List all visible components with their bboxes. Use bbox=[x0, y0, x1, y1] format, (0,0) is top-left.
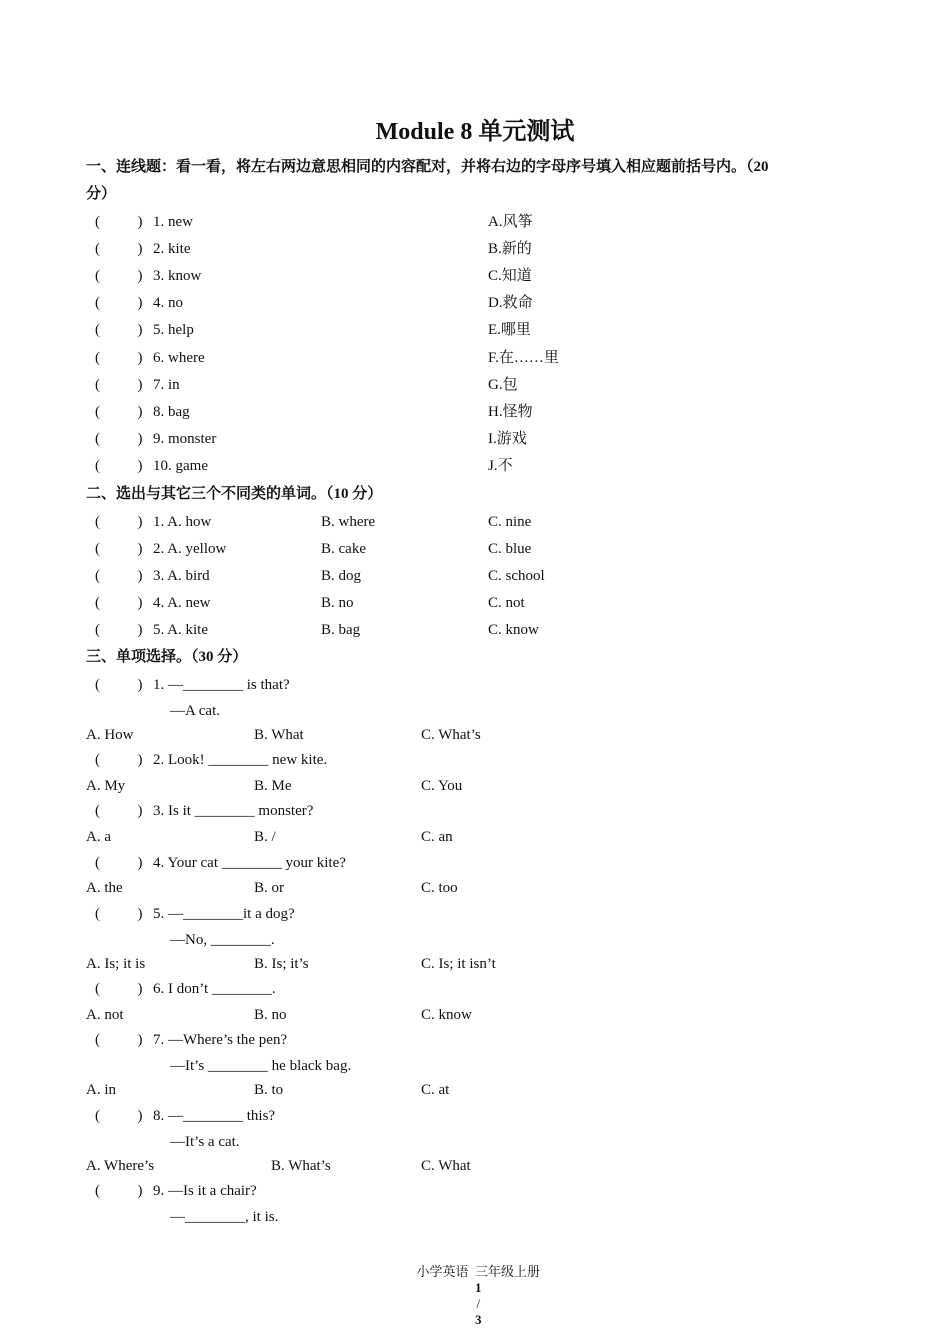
match-right-item: H.怪物 bbox=[488, 404, 533, 420]
answer-bracket[interactable]: ( ) bbox=[95, 568, 143, 584]
answer-bracket[interactable]: ( ) bbox=[95, 541, 143, 557]
question-line2: —A cat. bbox=[170, 703, 220, 719]
option-a: A. in bbox=[86, 1082, 116, 1098]
match-left-item: 6. where bbox=[153, 350, 205, 366]
option-c: C. not bbox=[488, 595, 525, 611]
option-a: 5. A. kite bbox=[153, 622, 208, 638]
option-c: C. know bbox=[488, 622, 539, 638]
match-right-item: I.游戏 bbox=[488, 431, 527, 447]
option-a: 1. A. how bbox=[153, 514, 212, 530]
question-stem: 3. Is it ________ monster? bbox=[153, 803, 314, 819]
option-a: A. Is; it is bbox=[86, 956, 146, 972]
footer-label: 小学英语 三年级上册 bbox=[416, 1264, 540, 1279]
option-c: C. blue bbox=[488, 541, 532, 557]
option-c: C. too bbox=[421, 880, 458, 896]
question-line2: —It’s a cat. bbox=[170, 1134, 240, 1150]
answer-bracket[interactable]: ( ) bbox=[95, 295, 143, 311]
option-b: B. dog bbox=[321, 568, 362, 584]
option-c: C. school bbox=[488, 568, 545, 584]
question-line2: —________, it is. bbox=[170, 1209, 279, 1225]
footer-page-total: 3 bbox=[475, 1312, 482, 1327]
section-1-heading-line1: 一、连线题：看一看，将左右两边意思相同的内容配对，并将右边的字母序号填入相应题前括号内。（20 bbox=[86, 159, 769, 175]
answer-bracket[interactable]: ( ) bbox=[95, 241, 143, 257]
option-a: A. the bbox=[86, 880, 123, 896]
option-b: B. no bbox=[254, 1007, 287, 1023]
answer-bracket[interactable]: ( ) bbox=[95, 803, 143, 819]
option-b: B. Me bbox=[254, 778, 292, 794]
answer-bracket[interactable]: ( ) bbox=[95, 268, 143, 284]
option-a: A. a bbox=[86, 829, 111, 845]
option-c: C. You bbox=[421, 778, 463, 794]
option-b: B. What bbox=[254, 727, 304, 743]
match-left-item: 9. monster bbox=[153, 431, 217, 447]
answer-bracket[interactable]: ( ) bbox=[95, 906, 143, 922]
answer-bracket[interactable]: ( ) bbox=[95, 404, 143, 420]
option-a: A. How bbox=[86, 727, 134, 743]
question-stem: 6. I don’t ________. bbox=[153, 981, 276, 997]
option-c: C. know bbox=[421, 1007, 472, 1023]
match-right-item: B.新的 bbox=[488, 241, 532, 257]
answer-bracket[interactable]: ( ) bbox=[95, 431, 143, 447]
match-right-item: F.在……里 bbox=[488, 350, 559, 366]
option-a: 3. A. bird bbox=[153, 568, 210, 584]
match-left-item: 8. bag bbox=[153, 404, 190, 420]
footer-page-number: 1 bbox=[475, 1280, 482, 1295]
answer-bracket[interactable]: ( ) bbox=[95, 1032, 143, 1048]
answer-bracket[interactable]: ( ) bbox=[95, 214, 143, 230]
answer-bracket[interactable]: ( ) bbox=[95, 1108, 143, 1124]
option-b: B. cake bbox=[321, 541, 366, 557]
option-a: 4. A. new bbox=[153, 595, 211, 611]
option-b: B. where bbox=[321, 514, 376, 530]
section-3-heading: 三、单项选择。（30 分） bbox=[86, 649, 248, 665]
option-c: C. What bbox=[421, 1158, 471, 1174]
answer-bracket[interactable]: ( ) bbox=[95, 855, 143, 871]
answer-bracket[interactable]: ( ) bbox=[95, 981, 143, 997]
option-a: A. not bbox=[86, 1007, 124, 1023]
answer-bracket[interactable]: ( ) bbox=[95, 322, 143, 338]
match-right-item: D.救命 bbox=[488, 295, 533, 311]
answer-bracket[interactable]: ( ) bbox=[95, 1183, 143, 1199]
answer-bracket[interactable]: ( ) bbox=[95, 677, 143, 693]
option-b: B. no bbox=[321, 595, 354, 611]
answer-bracket[interactable]: ( ) bbox=[95, 514, 143, 530]
match-left-item: 4. no bbox=[153, 295, 183, 311]
match-right-item: G.包 bbox=[488, 377, 518, 393]
section-1-heading-line2: 分） bbox=[86, 186, 117, 202]
question-stem: 1. —________ is that? bbox=[153, 677, 290, 693]
match-left-item: 7. in bbox=[153, 377, 180, 393]
answer-bracket[interactable]: ( ) bbox=[95, 752, 143, 768]
option-b: B. or bbox=[254, 880, 284, 896]
option-b: B. to bbox=[254, 1082, 284, 1098]
answer-bracket[interactable]: ( ) bbox=[95, 458, 143, 474]
answer-bracket[interactable]: ( ) bbox=[95, 350, 143, 366]
question-stem: 9. —Is it a chair? bbox=[153, 1183, 257, 1199]
page-footer bbox=[0, 1248, 950, 1328]
question-stem: 7. —Where’s the pen? bbox=[153, 1032, 288, 1048]
match-left-item: 3. know bbox=[153, 268, 202, 284]
option-b: B. bag bbox=[321, 622, 361, 638]
option-b: B. Is; it’s bbox=[254, 956, 309, 972]
question-stem: 5. —________it a dog? bbox=[153, 906, 295, 922]
match-right-item: A.风筝 bbox=[488, 214, 533, 230]
page-title: Module 8 单元测试 bbox=[375, 119, 575, 145]
match-left-item: 1. new bbox=[153, 214, 193, 230]
answer-bracket[interactable]: ( ) bbox=[95, 595, 143, 611]
option-a: A. My bbox=[86, 778, 126, 794]
answer-bracket[interactable]: ( ) bbox=[95, 622, 143, 638]
section-2-heading: 二、选出与其它三个不同类的单词。（10 分） bbox=[86, 486, 383, 502]
question-line2: —It’s ________ he black bag. bbox=[170, 1058, 352, 1074]
match-left-item: 2. kite bbox=[153, 241, 191, 257]
option-c: C. at bbox=[421, 1082, 450, 1098]
option-c: C. an bbox=[421, 829, 453, 845]
match-left-item: 10. game bbox=[153, 458, 208, 474]
question-stem: 2. Look! ________ new kite. bbox=[153, 752, 328, 768]
option-c: C. What’s bbox=[421, 727, 481, 743]
answer-bracket[interactable]: ( ) bbox=[95, 377, 143, 393]
footer-separator: / bbox=[476, 1296, 481, 1311]
match-right-item: E.哪里 bbox=[488, 322, 531, 338]
match-right-item: J.不 bbox=[488, 458, 513, 474]
question-line2: —No, ________. bbox=[170, 932, 275, 948]
question-stem: 8. —________ this? bbox=[153, 1108, 276, 1124]
match-left-item: 5. help bbox=[153, 322, 194, 338]
option-a: A. Where’s bbox=[86, 1158, 155, 1174]
option-b: B. What’s bbox=[271, 1158, 331, 1174]
question-stem: 4. Your cat ________ your kite? bbox=[153, 855, 346, 871]
option-b: B. / bbox=[254, 829, 276, 845]
match-right-item: C.知道 bbox=[488, 268, 532, 284]
option-c: C. nine bbox=[488, 514, 532, 530]
option-c: C. Is; it isn’t bbox=[421, 956, 496, 972]
option-a: 2. A. yellow bbox=[153, 541, 227, 557]
